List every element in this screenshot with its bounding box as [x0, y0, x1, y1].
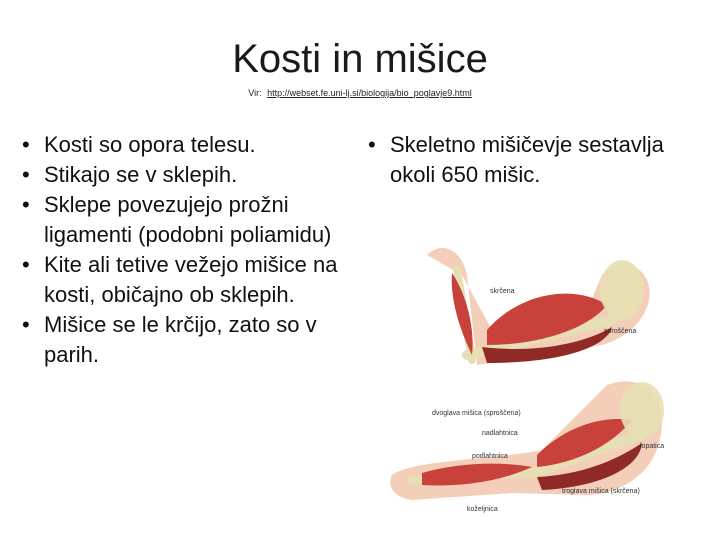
label-biceps: dvoglava mišica (sproščena): [432, 410, 521, 417]
source-link[interactable]: http://webset.fe.uni-lj.si/biologija/bio_poglavje9.html: [267, 88, 472, 98]
shoulder-joint-extended: [620, 382, 664, 438]
label-triceps: troglava mišica (skrčena): [562, 488, 640, 495]
bullet-item: • Stikajo se v sklepih.: [22, 160, 362, 190]
label-contracted: skrčena: [490, 288, 515, 295]
bullet-item: • Mišice se le krčijo, zato so v parih.: [22, 310, 362, 370]
bullet-item: • Sklepe povezujejo prožni ligamenti (podobni poliamidu): [22, 190, 362, 250]
left-bullet-list: [22, 130, 362, 370]
arm-muscles-figure: [372, 235, 712, 535]
right-bullet-list: [368, 130, 708, 190]
source-label: Vir:: [248, 88, 262, 98]
label-brachioradialis: nadlahtnica: [482, 430, 518, 437]
bullet-item: • Kite ali tetive vežejo mišice na kosti, običajno ob sklepih.: [22, 250, 362, 310]
flexed-arm: [427, 248, 650, 365]
label-ulna: koželjnica: [467, 506, 498, 513]
extended-arm: [390, 381, 664, 513]
label-scapula: lopatica: [640, 443, 665, 450]
label-relaxed: sproščena: [604, 328, 637, 335]
arm-muscles-illustration: [372, 235, 712, 535]
bullet-item: • Skeletno mišičevje sestavlja okoli 650 mišic.: [368, 130, 708, 190]
slide-title: Kosti in mišice: [232, 37, 488, 81]
label-humerus: podlahtnica: [472, 453, 508, 460]
bullet-item: • Kosti so opora telesu.: [22, 130, 362, 160]
shoulder-joint-flexed: [600, 260, 644, 320]
source-line: [0, 88, 720, 98]
